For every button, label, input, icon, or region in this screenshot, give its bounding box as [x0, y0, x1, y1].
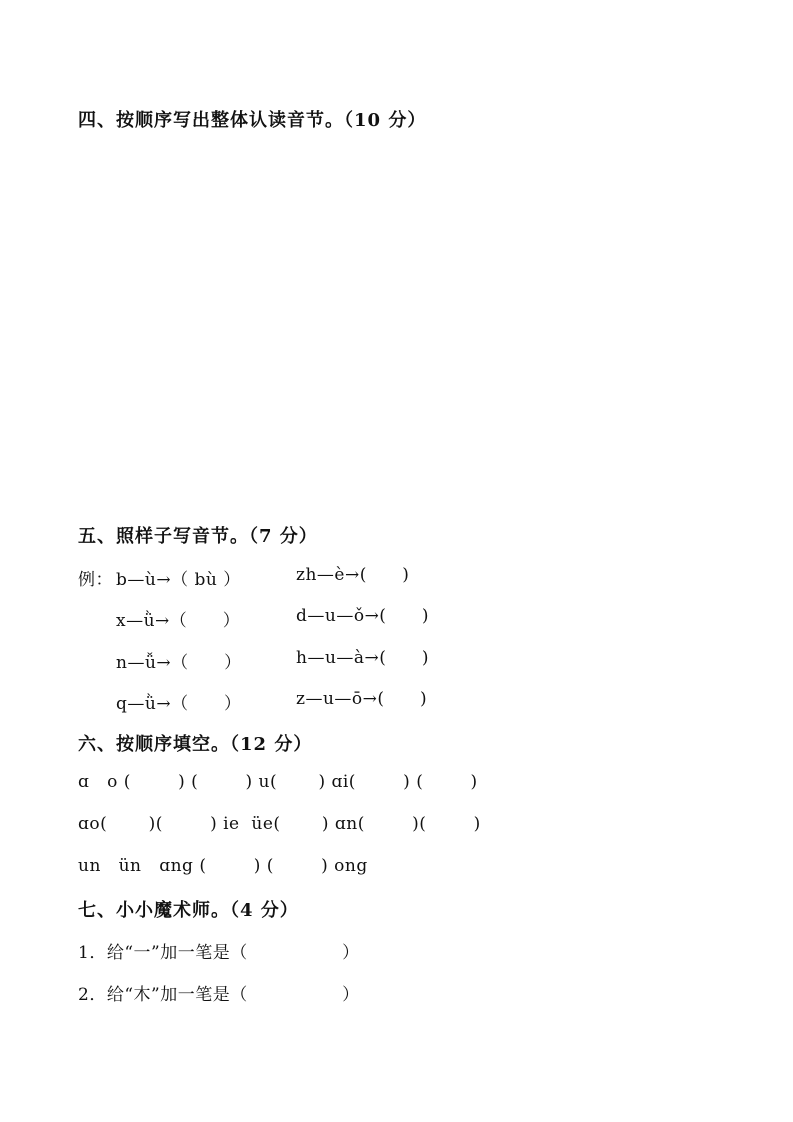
pinyin-exercise-right[interactable]: z—u—ō→( ): [296, 689, 428, 709]
pinyin-exercise-left[interactable]: x—ǜ→（ ）: [116, 611, 241, 631]
question-item[interactable]: 2．给“木”加一笔是（ ）: [78, 985, 360, 1005]
pinyin-exercise-right[interactable]: d—u—ǒ→( ): [296, 606, 429, 626]
section-5-title: 五、照样子写音节。（7 分）: [78, 526, 318, 547]
pinyin-exercise-left[interactable]: q—ǜ→（ ）: [116, 694, 242, 714]
section-7-title: 七、小小魔术师。（4 分）: [78, 900, 299, 921]
pinyin-exercise-right[interactable]: h—u—à→( ): [296, 648, 429, 668]
example-label: 例：: [78, 570, 113, 590]
fill-in-line[interactable]: un ün ɑng ( ) ( ) ong: [78, 856, 368, 876]
pinyin-exercise-left[interactable]: n—ǚ→（ ）: [116, 653, 242, 673]
section-4-title: 四、按顺序写出整体认读音节。（10 分）: [78, 110, 427, 131]
section-6-title: 六、按顺序填空。（12 分）: [78, 734, 313, 755]
fill-in-line[interactable]: ɑ o ( ) ( ) u( ) ɑi( ) ( ): [78, 772, 478, 792]
question-item[interactable]: 1．给“一”加一笔是（ ）: [78, 943, 360, 963]
answer-area[interactable]: [78, 140, 718, 500]
fill-in-line[interactable]: ɑo( )( ) ie üe( ) ɑn( )( ): [78, 814, 481, 834]
pinyin-exercise-left: b—ù→（ bù ）: [116, 570, 241, 590]
pinyin-exercise-right[interactable]: zh—è→( ): [296, 565, 410, 585]
